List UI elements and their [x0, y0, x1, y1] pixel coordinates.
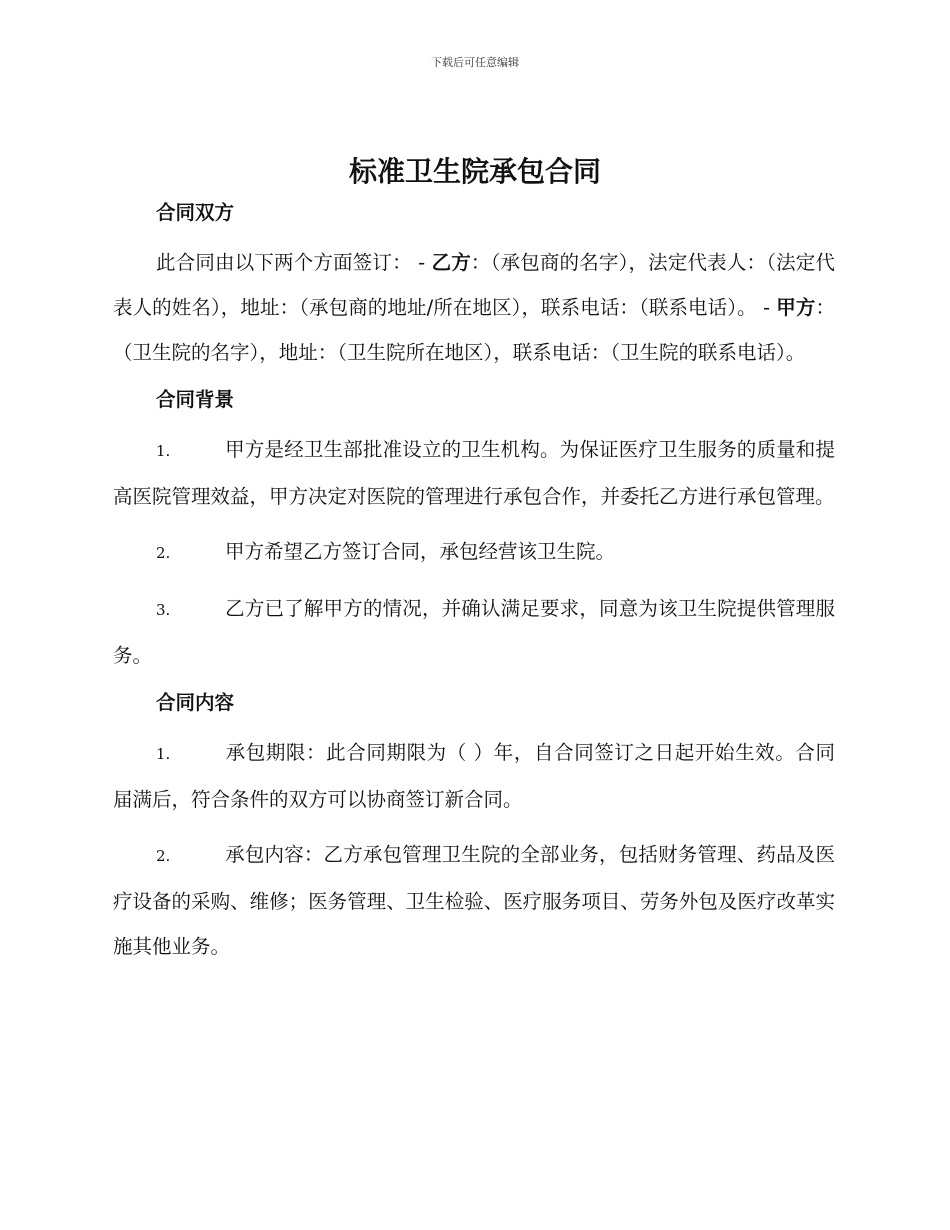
item-number: 1.	[156, 745, 171, 763]
parties-intro: 此合同由以下两个方面签订：	[156, 251, 412, 274]
content-item	[113, 730, 835, 822]
parties-paragraph	[113, 240, 835, 375]
background-item	[113, 529, 835, 576]
section-heading-background: 合同背景	[156, 388, 235, 411]
item-text: 承包内容：乙方承包管理卫生院的全部业务，包括财务管理、药品及医疗设备的采购、维修；医务管理、卫生检验、医疗服务项目、劳务外包及医疗改革实施其他业务。	[113, 843, 835, 958]
item-number: 2.	[156, 544, 171, 562]
parties-dash-2: -	[756, 296, 777, 319]
section-heading-parties: 合同双方	[156, 201, 235, 224]
header-note: 下载后可任意编辑	[431, 56, 519, 69]
item-number: 2.	[156, 847, 171, 865]
background-item	[113, 427, 835, 519]
section-heading-content: 合同内容	[156, 691, 235, 714]
document-title: 标准卫生院承包合同	[348, 155, 601, 188]
item-text: 承包期限：此合同期限为（ ）年，自合同签订之日起开始生效。合同届满后，符合条件的双方可以协商签订新合同。	[113, 741, 835, 811]
document-body	[113, 196, 835, 969]
item-number: 1.	[156, 442, 171, 460]
item-number: 3.	[156, 601, 171, 619]
party-a-label: 甲方	[776, 296, 816, 319]
content-item	[113, 832, 835, 969]
party-b-text: ：（承包商的名字），法定代表人：（法定代表人的姓名），地址：（承包商的地址/所在地区），联系电话：（联系电话）。	[113, 251, 835, 319]
item-text: 乙方已了解甲方的情况，并确认满足要求，同意为该卫生院提供管理服务。	[113, 597, 835, 667]
parties-dash-1: -	[411, 251, 432, 274]
item-text: 甲方是经卫生部批准设立的卫生机构。为保证医疗卫生服务的质量和提高医院管理效益，甲方决定对医院的管理进行承包合作，并委托乙方进行承包管理。	[113, 438, 835, 508]
party-a-text: ：（卫生院的名字），地址：（卫生院所在地区），联系电话：（卫生院的联系电话）。	[113, 296, 835, 364]
party-b-label: 乙方	[431, 251, 471, 274]
background-item	[113, 586, 835, 678]
item-text: 甲方希望乙方签订合同，承包经营该卫生院。	[225, 540, 616, 563]
